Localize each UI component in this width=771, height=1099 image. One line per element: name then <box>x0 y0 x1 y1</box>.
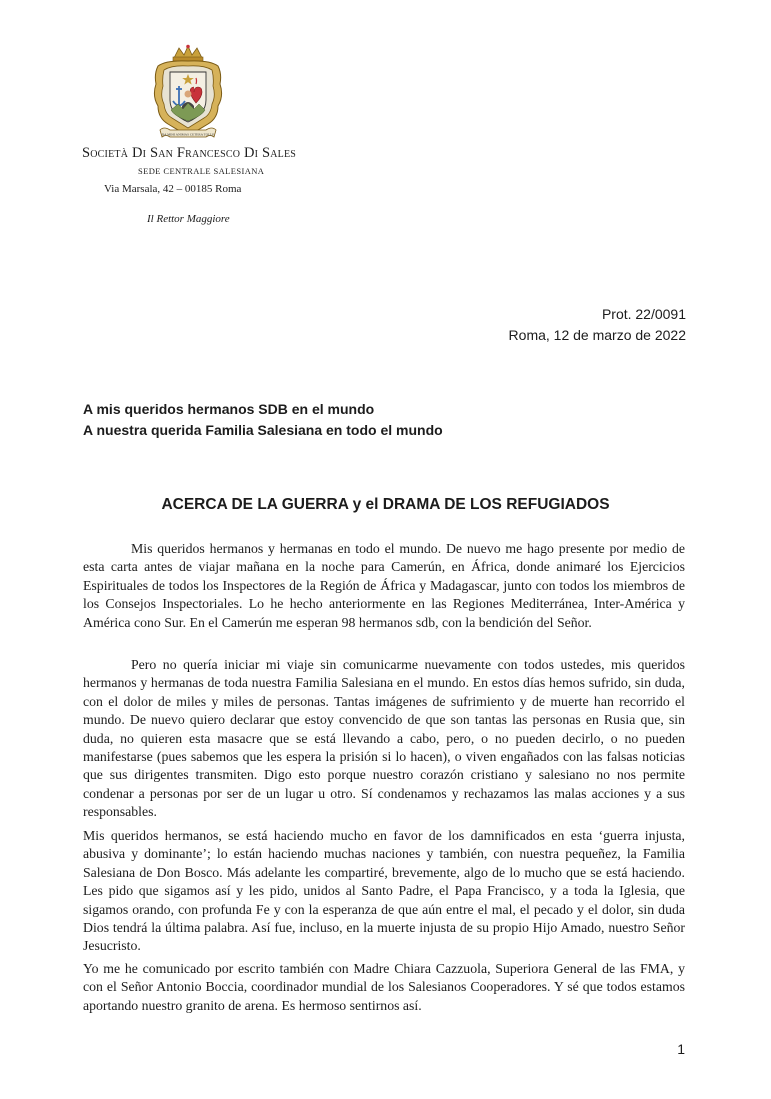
organization-address: Via Marsala, 42 – 00185 Roma <box>104 183 242 195</box>
addressee-line-1: A mis queridos hermanos SDB en el mundo <box>83 401 375 417</box>
letter-title: ACERCA DE LA GUERRA y el DRAMA DE LOS REFUGIADOS <box>161 496 610 513</box>
addressee-line-2: A nuestra querida Familia Salesiana en todo el mundo <box>83 422 443 438</box>
sender-role: Il Rettor Maggiore <box>147 213 230 225</box>
page-number: 1 <box>677 1041 685 1057</box>
organization-name: Società Di San Francesco Di Sales <box>82 145 297 161</box>
protocol-number: Prot. 22/0091 <box>601 306 686 322</box>
body-paragraph-1: Mis queridos hermanos y hermanas en todo el mundo. De nuevo me hago presente por medio de esta carta antes de viajar mañana en la noche para Camerún, en África, donde animaré los Ejercicios Espirituales de todos los Inspectores de la Región de África y Madagascar, junto con todos los miembros de los Consejos Inspectoriales. Lo he hecho anteriormente en las Regiones Mediterránea, Inter-América y América cono Sur. En el Camerún me esperan 98 hermanos sdb, con la bendición del Señor. <box>83 541 685 630</box>
body-paragraph-3: Mis queridos hermanos, se está haciendo mucho en favor de los damnificados en esta ‘guerra injusta, abusiva y dominante’; lo están haciendo muchas naciones y también, con nuestra pequeñez, la Familia Salesiana de Don Bosco. Más adelante les compartiré, brevemente, algo de lo mucho que se está haciendo. Les pido que sigamos así y les pido, unidos al Santo Padre, el Papa Francisco, y a toda la Iglesia, que sigamos orando, con profunda Fe y con la esperanza de que aún entre el mal, el pecado y el dolor, sin duda Dios tendrá la última palabra. Así fue, incluso, en la muerte injusta de su propio Hijo Amado, nuestro Señor Jesucristo. <box>83 828 685 954</box>
crest-motto-text: DA MIHI ANIMAS CETERA TOLLE <box>161 132 215 137</box>
letter-date: Roma, 12 de marzo de 2022 <box>508 327 686 343</box>
body-paragraph-2: Pero no quería iniciar mi viaje sin comunicarme nuevamente con todos ustedes, mis queridos hermanos y hermanas de toda nuestra Familia Salesiana en el mundo. En estos días hemos sufrido, sin duda, con el dolor de miles y miles de personas. Tantas imágenes de sufrimiento y de muerte han recorrido el mundo. De nuevo quiero declarar que estoy convencido de que son tantas las personas en Rusia que, sin duda, no quieren esta masacre que se está llevando a cabo, pero, o no pueden decirlo, o no pueden manifestarse (pues sabemos que les espera la prisión si lo hacen), o viven engañados con las falsas noticias que sus dirigentes transmiten. Digo esto porque nuestro corazón cristiano y salesiano no nos permite condenar a personas por ser de un lugar u otro. Sí condenamos y rechazamos las malas acciones y a sus responsables. <box>83 657 685 820</box>
organization-subtitle: SEDE CENTRALE SALESIANA <box>138 166 265 176</box>
body-paragraph-4: Yo me he comunicado por escrito también con Madre Chiara Cazzuola, Superiora General de las FMA, y con el Señor Antonio Boccia, coordinador mundial de los Salesianos Cooperadores. Y sé que todos estamos aportando nuestro granito de arena. Es hermoso sentirnos así. <box>83 961 685 1013</box>
salesian-crest-logo <box>150 44 226 144</box>
